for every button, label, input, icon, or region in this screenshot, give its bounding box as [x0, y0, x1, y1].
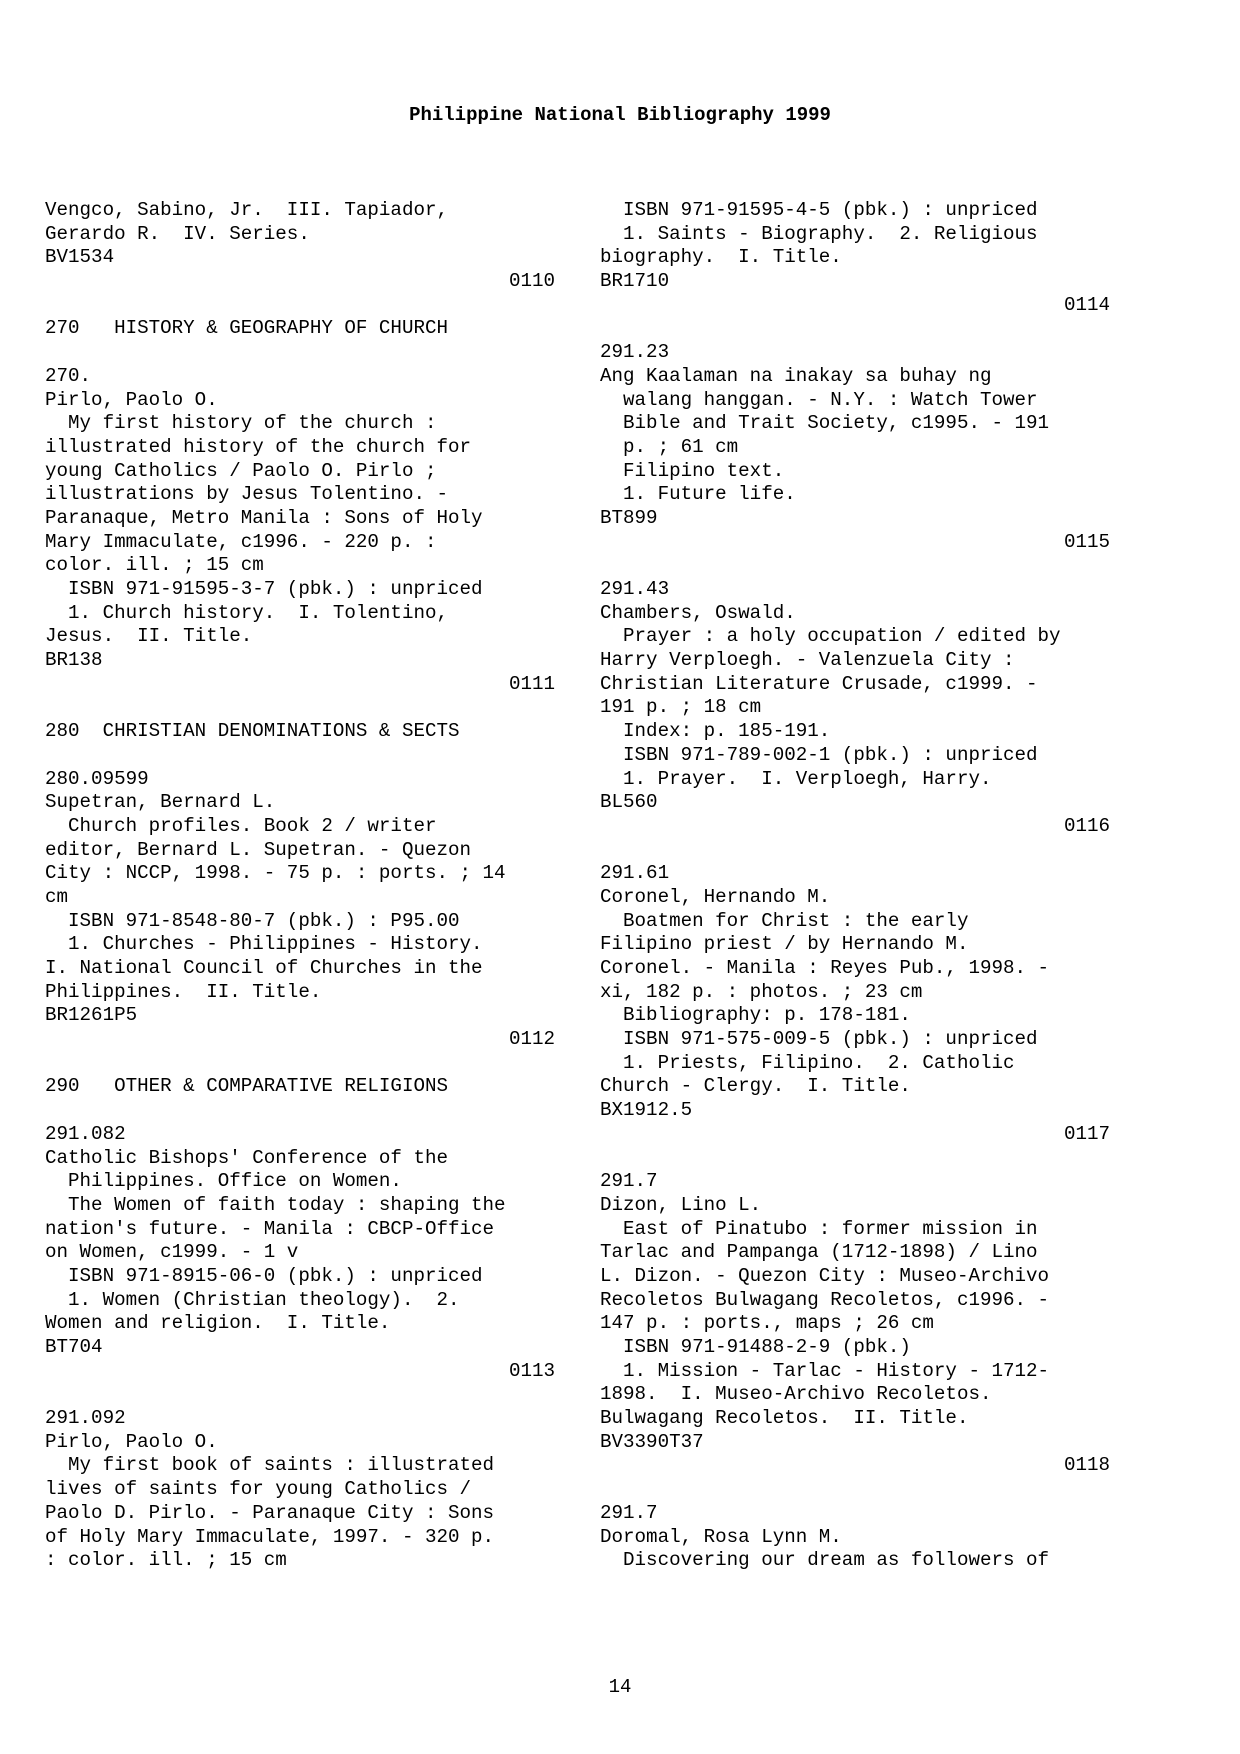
text-line: 1. Priests, Filipino. 2. Catholic	[600, 1051, 1015, 1074]
text-line: 1. Women (Christian theology). 2.	[45, 1288, 460, 1311]
text-line: Tarlac and Pampanga (1712-1898) / Lino	[600, 1241, 1038, 1264]
blank-line	[600, 1478, 1110, 1502]
text-line: 1. Saints - Biography. 2. Religious	[600, 222, 1038, 245]
text-line: 291.7	[600, 1170, 658, 1193]
text-line: Pirlo, Paolo O.	[45, 388, 218, 411]
text-line: BL560	[600, 791, 658, 814]
text-line: young Catholics / Paolo O. Pirlo ;	[45, 459, 437, 482]
text-line: BT899	[600, 506, 658, 529]
text-line: Chambers, Oswald.	[600, 601, 796, 624]
text-line: Pirlo, Paolo O.	[45, 1430, 218, 1453]
text-line: 291.092	[45, 1407, 126, 1430]
text-line: Bible and Trait Society, c1995. - 191	[600, 412, 1050, 435]
text-line: Christian Literature Crusade, c1999. -	[600, 672, 1038, 695]
right-column	[600, 199, 1110, 1573]
blank-line	[45, 341, 555, 365]
text-line: nation's future. - Manila : CBCP-Office	[45, 1217, 495, 1240]
entry-number: 0118	[1063, 1454, 1110, 1477]
text-line: 270.	[45, 364, 92, 387]
text-line: Paranaque, Metro Manila : Sons of Holy	[45, 506, 483, 529]
entry-number: 0116	[1063, 814, 1110, 837]
blank-line	[600, 554, 1110, 578]
text-line: Recoletos Bulwagang Recoletos, c1996. -	[600, 1288, 1050, 1311]
text-line: Bibliography: p. 178-181.	[600, 1004, 911, 1027]
text-line: Church - Clergy. I. Title.	[600, 1075, 911, 1098]
text-line: 291.082	[45, 1122, 126, 1145]
text-line: ISBN 971-8915-06-0 (pbk.) : unpriced	[45, 1264, 483, 1287]
text-line: Prayer : a holy occupation / edited by	[600, 625, 1061, 648]
entry-number: 0112	[508, 1028, 555, 1051]
text-line: illustrated history of the church for	[45, 435, 472, 458]
text-line: Philippines. II. Title.	[45, 980, 322, 1003]
entry-number: 0114	[1063, 293, 1110, 316]
page-title: Philippine National Bibliography 1999	[409, 104, 831, 126]
text-line: walang hanggan. - N.Y. : Watch Tower	[600, 388, 1038, 411]
text-line: 1. Mission - Tarlac - History - 1712-	[600, 1359, 1050, 1382]
text-line: L. Dizon. - Quezon City : Museo-Archivo	[600, 1264, 1050, 1287]
blank-line	[45, 294, 555, 318]
text-line: Doromal, Rosa Lynn M.	[600, 1525, 842, 1548]
text-line: ISBN 971-91488-2-9 (pbk.)	[600, 1336, 911, 1358]
entry-number: 0111	[508, 672, 555, 695]
text-line: 270 HISTORY & GEOGRAPHY OF CHURCH	[45, 317, 449, 340]
text-line: Gerardo R. IV. Series.	[45, 222, 310, 245]
entry-number: 0117	[1063, 1122, 1110, 1145]
text-line: 280.09599	[45, 767, 149, 790]
entry-number: 0110	[508, 270, 555, 293]
text-line: 280 CHRISTIAN DENOMINATIONS & SECTS	[45, 720, 460, 743]
text-line: Vengco, Sabino, Jr. III. Tapiador,	[45, 199, 449, 221]
text-line: The Women of faith today : shaping the	[45, 1193, 506, 1216]
text-line: Discovering our dream as followers of	[600, 1549, 1050, 1572]
text-line: of Holy Mary Immaculate, 1997. - 320 p.	[45, 1525, 495, 1548]
text-line: Catholic Bishops' Conference of the	[45, 1146, 449, 1169]
text-line: : color. ill. ; 15 cm	[45, 1549, 287, 1572]
text-line: Harry Verploegh. - Valenzuela City :	[600, 649, 1015, 672]
text-line: 1. Prayer. I. Verploegh, Harry.	[600, 767, 992, 790]
blank-line	[600, 317, 1110, 341]
text-line: color. ill. ; 15 cm	[45, 554, 264, 577]
text-line: BV3390T37	[600, 1430, 704, 1453]
text-line: Philippines. Office on Women.	[45, 1170, 402, 1193]
text-line: 291.43	[600, 578, 670, 600]
text-line: East of Pinatubo : former mission in	[600, 1217, 1038, 1240]
text-line: 1. Churches - Philippines - History.	[45, 933, 483, 956]
text-line: ISBN 971-789-002-1 (pbk.) : unpriced	[600, 743, 1038, 766]
text-line: Dizon, Lino L.	[600, 1193, 762, 1216]
text-line: lives of saints for young Catholics /	[45, 1478, 472, 1501]
text-line: Jesus. II. Title.	[45, 625, 253, 648]
text-line: cm	[45, 885, 69, 908]
text-line: 1. Church history. I. Tolentino,	[45, 601, 449, 624]
text-line: BR1261P5	[45, 1004, 138, 1027]
text-line: 291.23	[600, 341, 670, 364]
text-line: BR1710	[600, 270, 670, 293]
blank-line	[45, 1099, 555, 1123]
text-line: BX1912.5	[600, 1099, 693, 1122]
text-line: Supetran, Bernard L.	[45, 791, 276, 814]
text-line: ISBN 971-8548-80-7 (pbk.) : P95.00	[45, 909, 460, 932]
text-line: Paolo D. Pirlo. - Paranaque City : Sons	[45, 1501, 495, 1524]
text-line: Bulwagang Recoletos. II. Title.	[600, 1407, 969, 1430]
text-line: on Women, c1999. - 1 v	[45, 1241, 299, 1264]
text-line: Coronel, Hernando M.	[600, 885, 831, 908]
page-number: 14	[608, 1676, 632, 1698]
text-line: ISBN 971-91595-3-7 (pbk.) : unpriced	[45, 578, 483, 600]
blank-line	[600, 839, 1110, 863]
text-line: xi, 182 p. : photos. ; 23 cm	[600, 980, 923, 1003]
text-line: Filipino priest / by Hernando M.	[600, 933, 969, 956]
text-line: ISBN 971-575-009-5 (pbk.) : unpriced	[600, 1028, 1038, 1051]
blank-line	[600, 1147, 1110, 1171]
text-line: My first book of saints : illustrated	[45, 1454, 495, 1477]
text-line: I. National Council of Churches in the	[45, 957, 483, 979]
blank-line	[45, 1383, 555, 1407]
text-line: Filipino text.	[600, 459, 785, 482]
text-line: editor, Bernard L. Supetran. - Quezon	[45, 838, 472, 861]
text-line: BV1534	[45, 246, 115, 269]
text-line: BR138	[45, 649, 103, 672]
text-line: illustrations by Jesus Tolentino. -	[45, 483, 449, 506]
text-line: Mary Immaculate, c1996. - 220 p. :	[45, 530, 437, 553]
blank-line	[45, 744, 555, 768]
text-line: 291.7	[600, 1501, 658, 1524]
text-line: Index: p. 185-191.	[600, 720, 831, 743]
blank-line	[45, 1052, 555, 1076]
text-line: Boatmen for Christ : the early	[600, 909, 969, 932]
text-line: 291.61	[600, 862, 670, 885]
entry-number: 0113	[508, 1359, 555, 1382]
blank-line	[45, 696, 555, 720]
text-line: biography. I. Title.	[600, 246, 842, 269]
text-line: Church profiles. Book 2 / writer	[45, 814, 437, 837]
text-line: 290 OTHER & COMPARATIVE RELIGIONS	[45, 1075, 449, 1098]
text-line: 147 p. : ports., maps ; 26 cm	[600, 1312, 934, 1335]
entry-number: 0115	[1063, 530, 1110, 553]
text-line: Coronel. - Manila : Reyes Pub., 1998. -	[600, 957, 1050, 979]
text-line: City : NCCP, 1998. - 75 p. : ports. ; 14	[45, 862, 506, 885]
left-column	[45, 199, 555, 1573]
text-line: My first history of the church :	[45, 412, 437, 435]
text-line: Ang Kaalaman na inakay sa buhay ng	[600, 364, 992, 387]
text-line: BT704	[45, 1336, 103, 1358]
text-line: p. ; 61 cm	[600, 435, 739, 458]
text-line: 1. Future life.	[600, 483, 796, 506]
text-line: ISBN 971-91595-4-5 (pbk.) : unpriced	[600, 199, 1038, 221]
text-line: 1898. I. Museo-Archivo Recoletos.	[600, 1383, 992, 1406]
text-line: Women and religion. I. Title.	[45, 1312, 391, 1335]
text-line: 191 p. ; 18 cm	[600, 696, 762, 719]
